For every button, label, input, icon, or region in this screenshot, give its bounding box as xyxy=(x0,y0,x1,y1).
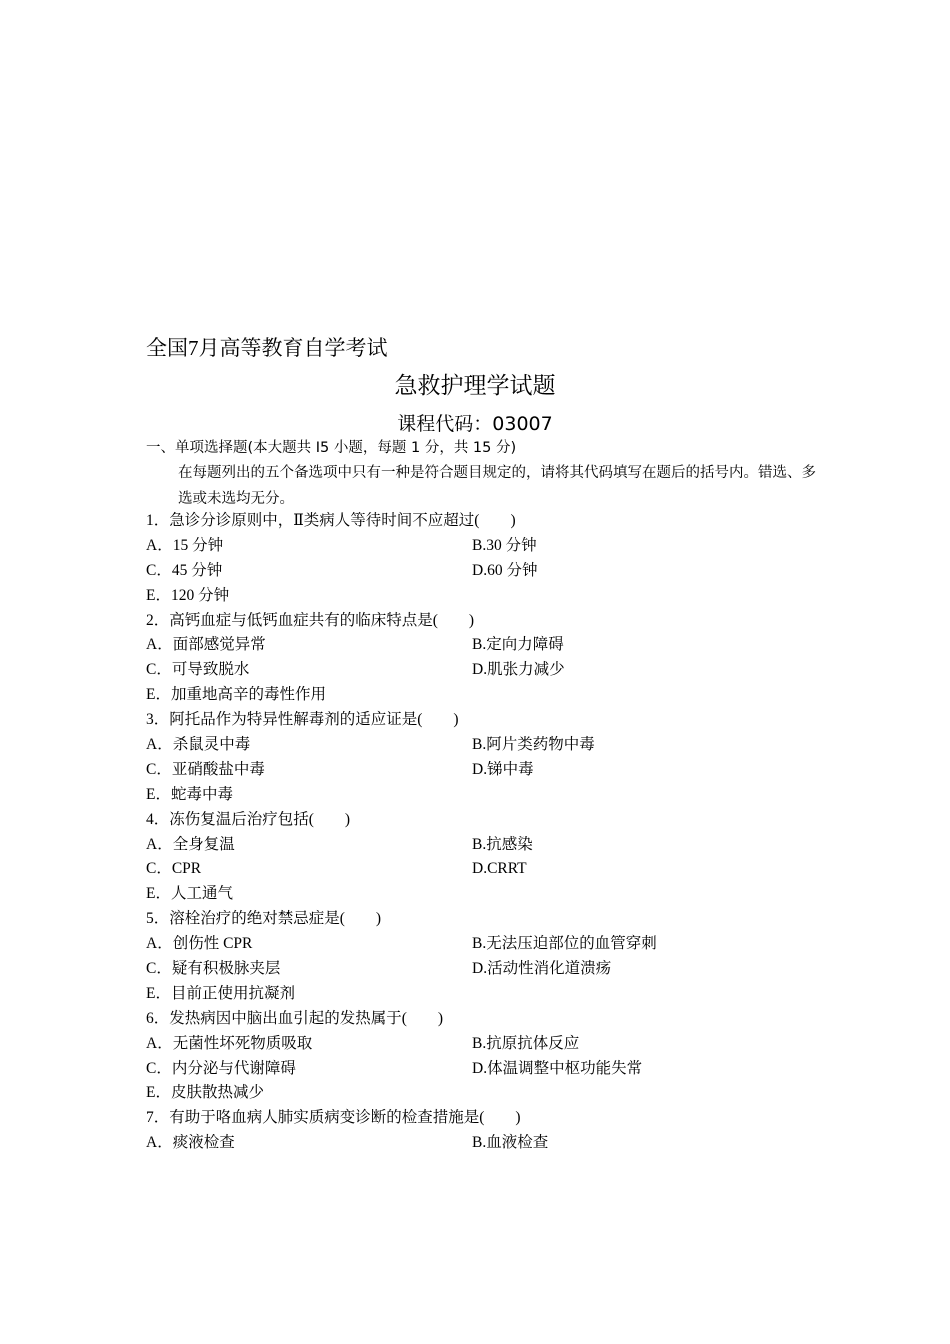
option-row xyxy=(146,857,846,882)
question-list xyxy=(146,509,846,1156)
question-stem: 7．有助于咯血病人肺实质病变诊断的检查措施是( ) xyxy=(146,1109,521,1127)
option-row xyxy=(146,733,846,758)
option-b: B.无法压迫部位的血管穿刺 xyxy=(472,935,657,953)
option-b: B.抗感染 xyxy=(472,835,533,853)
option-a: A．面部感觉异常 xyxy=(146,636,266,654)
option-row xyxy=(146,633,846,658)
question-stem: 2．高钙血症与低钙血症共有的临床特点是( ) xyxy=(146,611,475,629)
option-row xyxy=(146,758,846,783)
question-stem: 5．溶栓治疗的绝对禁忌症是( ) xyxy=(146,910,382,928)
option-e: E．目前正使用抗凝剂 xyxy=(146,984,295,1002)
option-d: D.60 分钟 xyxy=(472,561,538,579)
option-row xyxy=(146,833,846,858)
exam-header: 全国7月高等教育自学考试 xyxy=(146,336,388,360)
option-c: C．疑有积极脉夹层 xyxy=(146,960,281,978)
question-stem: 4．冻伤复温后治疗包括( ) xyxy=(146,810,351,828)
option-row xyxy=(146,957,846,982)
option-e: E．人工通气 xyxy=(146,885,233,903)
option-e: E．蛇毒中毒 xyxy=(146,785,233,803)
option-a: A．痰液检查 xyxy=(146,1134,235,1152)
option-b: B.抗原抗体反应 xyxy=(472,1034,580,1052)
section-heading: 一、单项选择题(本大题共 I5 小题，每题 1 分，共 15 分) xyxy=(146,440,517,456)
option-c: C．CPR xyxy=(146,860,202,878)
option-b: B.定向力障碍 xyxy=(472,636,564,654)
question-stem: 6．发热病因中脑出血引起的发热属于( ) xyxy=(146,1009,444,1027)
option-row xyxy=(146,1032,846,1057)
option-row xyxy=(146,1057,846,1082)
option-a: A．全身复温 xyxy=(146,835,235,853)
option-c: C．内分泌与代谢障碍 xyxy=(146,1059,296,1077)
option-d: D.锑中毒 xyxy=(472,760,534,778)
option-e: E．加重地高辛的毒性作用 xyxy=(146,686,326,704)
option-b: B.阿片类药物中毒 xyxy=(472,736,595,754)
option-c: C．亚硝酸盐中毒 xyxy=(146,760,265,778)
option-a: A．无菌性坏死物质吸取 xyxy=(146,1034,313,1052)
option-d: D.肌张力减少 xyxy=(472,661,565,679)
option-d: D.CRRT xyxy=(472,860,527,878)
option-row xyxy=(146,932,846,957)
document-title: 急救护理学试题 xyxy=(394,373,556,399)
option-e: E．120 分钟 xyxy=(146,586,230,604)
section-instructions: 在每题列出的五个备选项中只有一种是符合题目规定的，请将其代码填写在题后的括号内。错选、多选或未选均无分。 xyxy=(178,465,816,507)
option-c: C．45 分钟 xyxy=(146,561,223,579)
question-stem: 1．急诊分诊原则中，Ⅱ类病人等待时间不应超过( ) xyxy=(146,512,516,529)
option-b: B.血液检查 xyxy=(472,1134,549,1152)
question-stem: 3．阿托品作为特异性解毒剂的适应证是( ) xyxy=(146,711,459,729)
option-c: C．可导致脱水 xyxy=(146,661,250,679)
option-d: D.体温调整中枢功能失常 xyxy=(472,1059,643,1077)
option-row xyxy=(146,534,846,559)
course-code: 课程代码：03007 xyxy=(397,413,553,435)
option-row xyxy=(146,658,846,683)
option-b: B.30 分钟 xyxy=(472,536,537,554)
option-row xyxy=(146,559,846,584)
option-a: A．创伤性 CPR xyxy=(146,935,253,953)
option-d: D.活动性消化道溃疡 xyxy=(472,960,612,978)
option-e: E．皮肤散热减少 xyxy=(146,1084,264,1102)
option-a: A．15 分钟 xyxy=(146,536,224,554)
option-a: A．杀鼠灵中毒 xyxy=(146,736,251,754)
option-row xyxy=(146,1131,846,1156)
